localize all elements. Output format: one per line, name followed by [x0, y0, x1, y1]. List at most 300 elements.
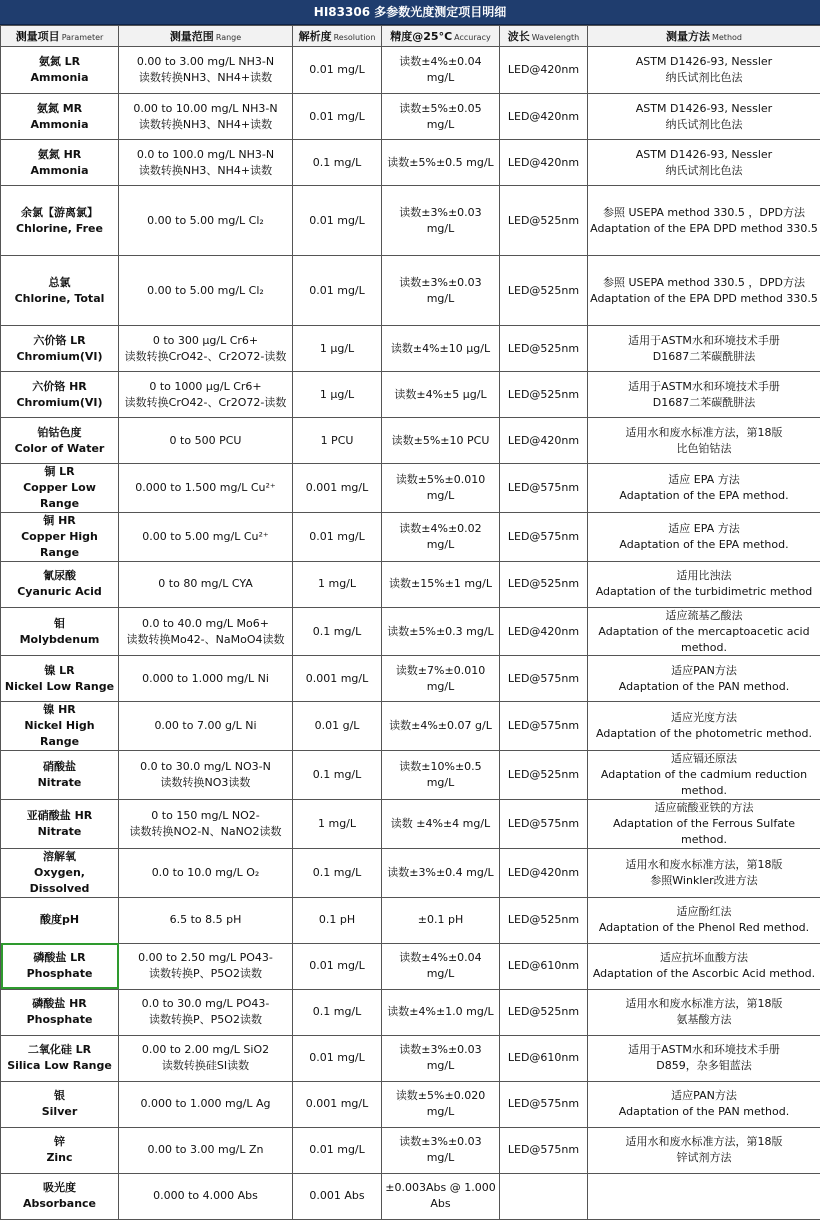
wavelength-value: LED@575nm	[502, 816, 585, 832]
range-line: 0.000 to 1.500 mg/L Cu²⁺	[121, 480, 290, 496]
accuracy-value: 读数±3%±0.03 mg/L	[384, 205, 497, 237]
table-row	[1, 94, 820, 140]
method-line: 参照Winkler改进方法	[590, 873, 818, 889]
accuracy-cell	[382, 943, 500, 989]
range-cell	[119, 607, 293, 656]
range-cell	[119, 140, 293, 186]
accuracy-value: 读数±4%±10 µg/L	[384, 341, 497, 357]
accuracy-value: 读数 ±4%±4 mg/L	[384, 816, 497, 832]
method-cell	[588, 94, 820, 140]
resolution-value: 1 µg/L	[295, 341, 379, 357]
resolution-value: 1 mg/L	[295, 576, 379, 592]
resolution-cell	[293, 607, 382, 656]
range-line: 0.0 to 30.0 mg/L NO3-N	[121, 759, 290, 775]
param-name-en: Copper Low Range	[3, 480, 116, 512]
resolution-cell	[293, 561, 382, 607]
range-line: 0.00 to 2.00 mg/L SiO2	[121, 1042, 290, 1058]
resolution-value: 0.01 g/L	[295, 718, 379, 734]
param-name-cn: 酸度pH	[3, 912, 116, 928]
method-line: 适应 EPA 方法	[590, 521, 818, 537]
param-name-cn: 铂钴色度	[3, 425, 116, 441]
wavelength-cell	[500, 326, 588, 372]
table-row	[1, 800, 820, 849]
param-cell	[1, 464, 119, 513]
wavelength-value: LED@420nm	[502, 109, 585, 125]
resolution-cell	[293, 140, 382, 186]
wavelength-cell	[500, 1035, 588, 1081]
accuracy-value: 读数±5%±0.5 mg/L	[384, 155, 497, 171]
wavelength-cell	[500, 47, 588, 94]
param-cell	[1, 943, 119, 989]
param-cell	[1, 372, 119, 418]
method-line: Adaptation of the EPA method.	[590, 537, 818, 553]
wavelength-value: LED@575nm	[502, 671, 585, 687]
param-name-en: Color of Water	[3, 441, 116, 457]
param-cell	[1, 848, 119, 897]
range-line: 0.00 to 3.00 mg/L NH3-N	[121, 54, 290, 70]
range-line: 0.0 to 30.0 mg/L PO43-	[121, 996, 290, 1012]
resolution-cell	[293, 1081, 382, 1127]
param-name-en: Zinc	[3, 1150, 116, 1166]
range-line: 读数转换NH3、NH4+读数	[121, 117, 290, 133]
method-line: Adaptation of the EPA DPD method 330.5	[590, 221, 818, 237]
accuracy-value: ±0.1 pH	[384, 912, 497, 928]
wavelength-cell	[500, 186, 588, 256]
method-line: 适应PAN方法	[590, 1088, 818, 1104]
param-name-en: Silver	[3, 1104, 116, 1120]
resolution-value: 0.01 mg/L	[295, 1142, 379, 1158]
param-cell	[1, 1127, 119, 1173]
method-line: Adaptation of the mercaptoacetic acid	[590, 624, 818, 640]
param-name-en: Chromium(VI)	[3, 395, 116, 411]
resolution-cell	[293, 800, 382, 849]
param-name-cn: 氨氮 HR	[3, 147, 116, 163]
table-row	[1, 326, 820, 372]
range-line: 0.000 to 1.000 mg/L Ni	[121, 671, 290, 687]
header-param	[1, 26, 119, 47]
accuracy-value: 读数±4%±0.02 mg/L	[384, 521, 497, 553]
resolution-value: 0.1 mg/L	[295, 865, 379, 881]
accuracy-value: 读数±3%±0.03 mg/L	[384, 1042, 497, 1074]
table-row	[1, 989, 820, 1035]
wavelength-value: LED@420nm	[502, 865, 585, 881]
accuracy-cell	[382, 372, 500, 418]
range-cell	[119, 656, 293, 702]
table-row	[1, 464, 820, 513]
method-cell	[588, 1173, 820, 1219]
method-line: 适用水和废水标准方法，第18版	[590, 1134, 818, 1150]
param-name-en: Nickel Low Range	[3, 679, 116, 695]
method-cell	[588, 512, 820, 561]
param-name-en: Ammonia	[3, 117, 116, 133]
method-cell	[588, 1035, 820, 1081]
param-name-en: Ammonia	[3, 163, 116, 179]
accuracy-cell	[382, 418, 500, 464]
wavelength-cell	[500, 1081, 588, 1127]
header-range-cn: 测量范围	[170, 30, 214, 43]
method-line: D859，杂多钼蓝法	[590, 1058, 818, 1074]
resolution-value: 0.01 mg/L	[295, 62, 379, 78]
sheet-title: HI83306 多参数光度测定项目明细	[0, 0, 820, 25]
wavelength-value: LED@610nm	[502, 958, 585, 974]
range-cell	[119, 256, 293, 326]
spec-table	[0, 25, 820, 1220]
method-cell	[588, 848, 820, 897]
range-line: 读数转换CrO42-、Cr2O72-读数	[121, 395, 290, 411]
resolution-cell	[293, 848, 382, 897]
header-method	[588, 26, 820, 47]
header-method-cn: 测量方法	[666, 30, 710, 43]
accuracy-cell	[382, 186, 500, 256]
header-range-en: Range	[216, 33, 241, 42]
wavelength-cell	[500, 418, 588, 464]
header-resolution	[293, 26, 382, 47]
table-row	[1, 1081, 820, 1127]
param-cell	[1, 418, 119, 464]
wavelength-cell	[500, 751, 588, 800]
accuracy-cell	[382, 326, 500, 372]
range-line: 0.00 to 7.00 g/L Ni	[121, 718, 290, 734]
param-name-en: Oxygen, Dissolved	[3, 865, 116, 897]
table-row	[1, 943, 820, 989]
wavelength-value: LED@575nm	[502, 480, 585, 496]
method-cell	[588, 186, 820, 256]
wavelength-cell	[500, 800, 588, 849]
wavelength-cell	[500, 1173, 588, 1219]
table-row	[1, 1127, 820, 1173]
method-line: 适应PAN方法	[590, 663, 818, 679]
resolution-cell	[293, 1035, 382, 1081]
range-line: 读数转换NH3、NH4+读数	[121, 163, 290, 179]
accuracy-value: 读数±4%±5 µg/L	[384, 387, 497, 403]
param-cell	[1, 800, 119, 849]
accuracy-value: 读数±7%±0.010 mg/L	[384, 663, 497, 695]
param-cell	[1, 989, 119, 1035]
param-name-en: Silica Low Range	[3, 1058, 116, 1074]
resolution-value: 0.01 mg/L	[295, 213, 379, 229]
param-cell	[1, 656, 119, 702]
range-line: 0.0 to 10.0 mg/L O₂	[121, 865, 290, 881]
method-line: 适应光度方法	[590, 710, 818, 726]
wavelength-value: LED@420nm	[502, 624, 585, 640]
wavelength-value: LED@525nm	[502, 912, 585, 928]
method-line: Adaptation of the PAN method.	[590, 1104, 818, 1120]
accuracy-cell	[382, 656, 500, 702]
param-name-cn: 余氯【游离氯】	[3, 205, 116, 221]
param-name-en: Nitrate	[3, 775, 116, 791]
param-cell	[1, 256, 119, 326]
resolution-value: 0.001 Abs	[295, 1188, 379, 1204]
method-line: D1687二苯碳酰肼法	[590, 349, 818, 365]
param-cell	[1, 561, 119, 607]
method-line: 氨基酸方法	[590, 1012, 818, 1028]
resolution-value: 0.01 mg/L	[295, 1050, 379, 1066]
wavelength-cell	[500, 702, 588, 751]
table-row	[1, 372, 820, 418]
range-line: 0.000 to 4.000 Abs	[121, 1188, 290, 1204]
range-cell	[119, 464, 293, 513]
param-name-cn: 镍 LR	[3, 663, 116, 679]
param-name-cn: 铜 LR	[3, 464, 116, 480]
method-line: 适用比浊法	[590, 568, 818, 584]
method-cell	[588, 561, 820, 607]
table-row	[1, 656, 820, 702]
range-cell	[119, 943, 293, 989]
range-cell	[119, 1173, 293, 1219]
method-line: method.	[590, 783, 818, 799]
method-cell	[588, 989, 820, 1035]
range-line: 0 to 500 PCU	[121, 433, 290, 449]
table-row	[1, 418, 820, 464]
param-name-en: Cyanuric Acid	[3, 584, 116, 600]
param-name-en: Molybdenum	[3, 632, 116, 648]
param-cell	[1, 140, 119, 186]
table-row	[1, 47, 820, 94]
range-line: 读数转换CrO42-、Cr2O72-读数	[121, 349, 290, 365]
method-line: 适用于ASTM水和环境技术手册	[590, 379, 818, 395]
table-row	[1, 897, 820, 943]
accuracy-value: 读数±4%±0.07 g/L	[384, 718, 497, 734]
resolution-value: 0.01 mg/L	[295, 529, 379, 545]
param-name-en: Phosphate	[3, 1012, 116, 1028]
range-line: 读数转换NO3读数	[121, 775, 290, 791]
method-cell	[588, 897, 820, 943]
resolution-value: 0.01 mg/L	[295, 283, 379, 299]
range-cell	[119, 326, 293, 372]
wavelength-value: LED@525nm	[502, 387, 585, 403]
wavelength-cell	[500, 989, 588, 1035]
resolution-cell	[293, 47, 382, 94]
wavelength-cell	[500, 897, 588, 943]
accuracy-cell	[382, 1127, 500, 1173]
table-row	[1, 561, 820, 607]
range-line: 0 to 150 mg/L NO2-	[121, 808, 290, 824]
accuracy-value: 读数±4%±0.04 mg/L	[384, 54, 497, 86]
param-name-cn: 钼	[3, 616, 116, 632]
wavelength-value: LED@420nm	[502, 433, 585, 449]
range-line: 0.00 to 10.00 mg/L NH3-N	[121, 101, 290, 117]
param-cell	[1, 897, 119, 943]
wavelength-value: LED@420nm	[502, 62, 585, 78]
method-line: 纳氏试剂比色法	[590, 117, 818, 133]
method-line: 纳氏试剂比色法	[590, 163, 818, 179]
wavelength-cell	[500, 512, 588, 561]
method-cell	[588, 1081, 820, 1127]
range-line: 0.00 to 3.00 mg/L Zn	[121, 1142, 290, 1158]
header-wavelength-cn: 波长	[508, 30, 530, 43]
wavelength-cell	[500, 256, 588, 326]
table-row	[1, 1035, 820, 1081]
range-cell	[119, 848, 293, 897]
accuracy-value: 读数±3%±0.03 mg/L	[384, 275, 497, 307]
resolution-value: 0.1 mg/L	[295, 767, 379, 783]
accuracy-value: 读数±3%±0.4 mg/L	[384, 865, 497, 881]
resolution-value: 1 mg/L	[295, 816, 379, 832]
accuracy-cell	[382, 848, 500, 897]
param-cell	[1, 1173, 119, 1219]
method-line: Adaptation of the EPA DPD method 330.5	[590, 291, 818, 307]
param-name-cn: 锌	[3, 1134, 116, 1150]
accuracy-value: 读数±4%±0.04 mg/L	[384, 950, 497, 982]
range-cell	[119, 702, 293, 751]
method-line: Adaptation of the Phenol Red method.	[590, 920, 818, 936]
param-name-en: Copper High Range	[3, 529, 116, 561]
range-line: 0 to 300 µg/L Cr6+	[121, 333, 290, 349]
resolution-cell	[293, 372, 382, 418]
accuracy-cell	[382, 989, 500, 1035]
range-line: 0.00 to 5.00 mg/L Cu²⁺	[121, 529, 290, 545]
range-line: 读数转换NO2-N、NaNO2读数	[121, 824, 290, 840]
resolution-cell	[293, 989, 382, 1035]
range-line: 读数转换硅SI读数	[121, 1058, 290, 1074]
method-line: Adaptation of the EPA method.	[590, 488, 818, 504]
wavelength-cell	[500, 943, 588, 989]
range-line: 读数转换P、P5O2读数	[121, 1012, 290, 1028]
range-cell	[119, 512, 293, 561]
method-line: 适应抗坏血酸方法	[590, 950, 818, 966]
param-cell	[1, 186, 119, 256]
accuracy-cell	[382, 702, 500, 751]
param-cell	[1, 47, 119, 94]
wavelength-value: LED@525nm	[502, 213, 585, 229]
method-cell	[588, 372, 820, 418]
wavelength-cell	[500, 561, 588, 607]
wavelength-cell	[500, 848, 588, 897]
accuracy-value: ±0.003Abs @ 1.000 Abs	[384, 1180, 497, 1212]
param-cell	[1, 326, 119, 372]
param-cell	[1, 94, 119, 140]
header-accuracy	[382, 26, 500, 47]
range-cell	[119, 186, 293, 256]
param-name-cn: 氨氮 MR	[3, 101, 116, 117]
resolution-cell	[293, 751, 382, 800]
resolution-cell	[293, 1173, 382, 1219]
header-row	[1, 26, 820, 47]
range-line: 读数转换NH3、NH4+读数	[121, 70, 290, 86]
resolution-value: 1 PCU	[295, 433, 379, 449]
range-cell	[119, 94, 293, 140]
wavelength-value: LED@575nm	[502, 718, 585, 734]
param-name-en: Ammonia	[3, 70, 116, 86]
method-line: Adaptation of the PAN method.	[590, 679, 818, 695]
resolution-value: 0.1 mg/L	[295, 624, 379, 640]
param-name-en: Nickel High Range	[3, 718, 116, 750]
range-line: 读数转换Mo42-、NaMoO4读数	[121, 632, 290, 648]
param-name-cn: 六价铬 HR	[3, 379, 116, 395]
method-line: 适用于ASTM水和环境技术手册	[590, 1042, 818, 1058]
param-cell	[1, 751, 119, 800]
method-cell	[588, 47, 820, 94]
range-cell	[119, 989, 293, 1035]
method-line: 比色铂钴法	[590, 441, 818, 457]
resolution-cell	[293, 256, 382, 326]
wavelength-value: LED@525nm	[502, 576, 585, 592]
param-name-cn: 硝酸盐	[3, 759, 116, 775]
accuracy-cell	[382, 512, 500, 561]
accuracy-cell	[382, 1081, 500, 1127]
wavelength-value: LED@575nm	[502, 529, 585, 545]
accuracy-value: 读数±5%±10 PCU	[384, 433, 497, 449]
accuracy-cell	[382, 561, 500, 607]
method-line: 适用于ASTM水和环境技术手册	[590, 333, 818, 349]
param-cell	[1, 512, 119, 561]
method-line: ASTM D1426-93, Nessler	[590, 101, 818, 117]
method-line: 适应酚红法	[590, 904, 818, 920]
resolution-value: 0.01 mg/L	[295, 109, 379, 125]
method-line: method.	[590, 640, 818, 656]
param-name-cn: 磷酸盐 HR	[3, 996, 116, 1012]
table-row	[1, 702, 820, 751]
param-name-cn: 吸光度	[3, 1180, 116, 1196]
method-line: 参照 USEPA method 330.5 ，DPD方法	[590, 205, 818, 221]
method-cell	[588, 256, 820, 326]
resolution-value: 0.1 mg/L	[295, 1004, 379, 1020]
method-cell	[588, 464, 820, 513]
accuracy-value: 读数±5%±0.020 mg/L	[384, 1088, 497, 1120]
range-line: 0.0 to 100.0 mg/L NH3-N	[121, 147, 290, 163]
method-cell	[588, 943, 820, 989]
table-row	[1, 1173, 820, 1219]
wavelength-value: LED@610nm	[502, 1050, 585, 1066]
accuracy-cell	[382, 800, 500, 849]
header-accuracy-cn: 精度@25°C	[390, 30, 452, 43]
range-line: 0.000 to 1.000 mg/L Ag	[121, 1096, 290, 1112]
range-cell	[119, 800, 293, 849]
method-line: Adaptation of the turbidimetric method	[590, 584, 818, 600]
wavelength-value: LED@575nm	[502, 1096, 585, 1112]
header-resolution-en: Resolution	[334, 33, 376, 42]
range-cell	[119, 418, 293, 464]
range-cell	[119, 47, 293, 94]
wavelength-cell	[500, 140, 588, 186]
param-name-en: Chlorine, Total	[3, 291, 116, 307]
method-cell	[588, 751, 820, 800]
wavelength-cell	[500, 607, 588, 656]
resolution-cell	[293, 1127, 382, 1173]
resolution-value: 0.001 mg/L	[295, 671, 379, 687]
accuracy-cell	[382, 464, 500, 513]
accuracy-cell	[382, 751, 500, 800]
table-row	[1, 512, 820, 561]
param-name-cn: 磷酸盐 LR	[3, 950, 116, 966]
param-name-cn: 亚硝酸盐 HR	[3, 808, 116, 824]
header-param-en: Parameter	[62, 33, 104, 42]
table-row	[1, 751, 820, 800]
param-name-en: Phosphate	[3, 966, 116, 982]
resolution-cell	[293, 512, 382, 561]
param-name-cn: 银	[3, 1088, 116, 1104]
method-line: 适用水和废水标准方法，第18版	[590, 857, 818, 873]
param-name-en: Chlorine, Free	[3, 221, 116, 237]
range-line: 0 to 80 mg/L CYA	[121, 576, 290, 592]
resolution-value: 0.001 mg/L	[295, 480, 379, 496]
wavelength-value: LED@525nm	[502, 767, 585, 783]
param-name-en: Chromium(VI)	[3, 349, 116, 365]
param-name-cn: 镍 HR	[3, 702, 116, 718]
header-param-cn: 测量项目	[16, 30, 60, 43]
wavelength-cell	[500, 372, 588, 418]
wavelength-value: LED@525nm	[502, 1004, 585, 1020]
method-cell	[588, 800, 820, 849]
method-line: 适用水和废水标准方法，第18版	[590, 996, 818, 1012]
accuracy-cell	[382, 47, 500, 94]
header-method-en: Method	[712, 33, 742, 42]
table-body	[1, 47, 820, 1220]
table-row	[1, 848, 820, 897]
header-range	[119, 26, 293, 47]
wavelength-value: LED@420nm	[502, 155, 585, 171]
resolution-cell	[293, 943, 382, 989]
